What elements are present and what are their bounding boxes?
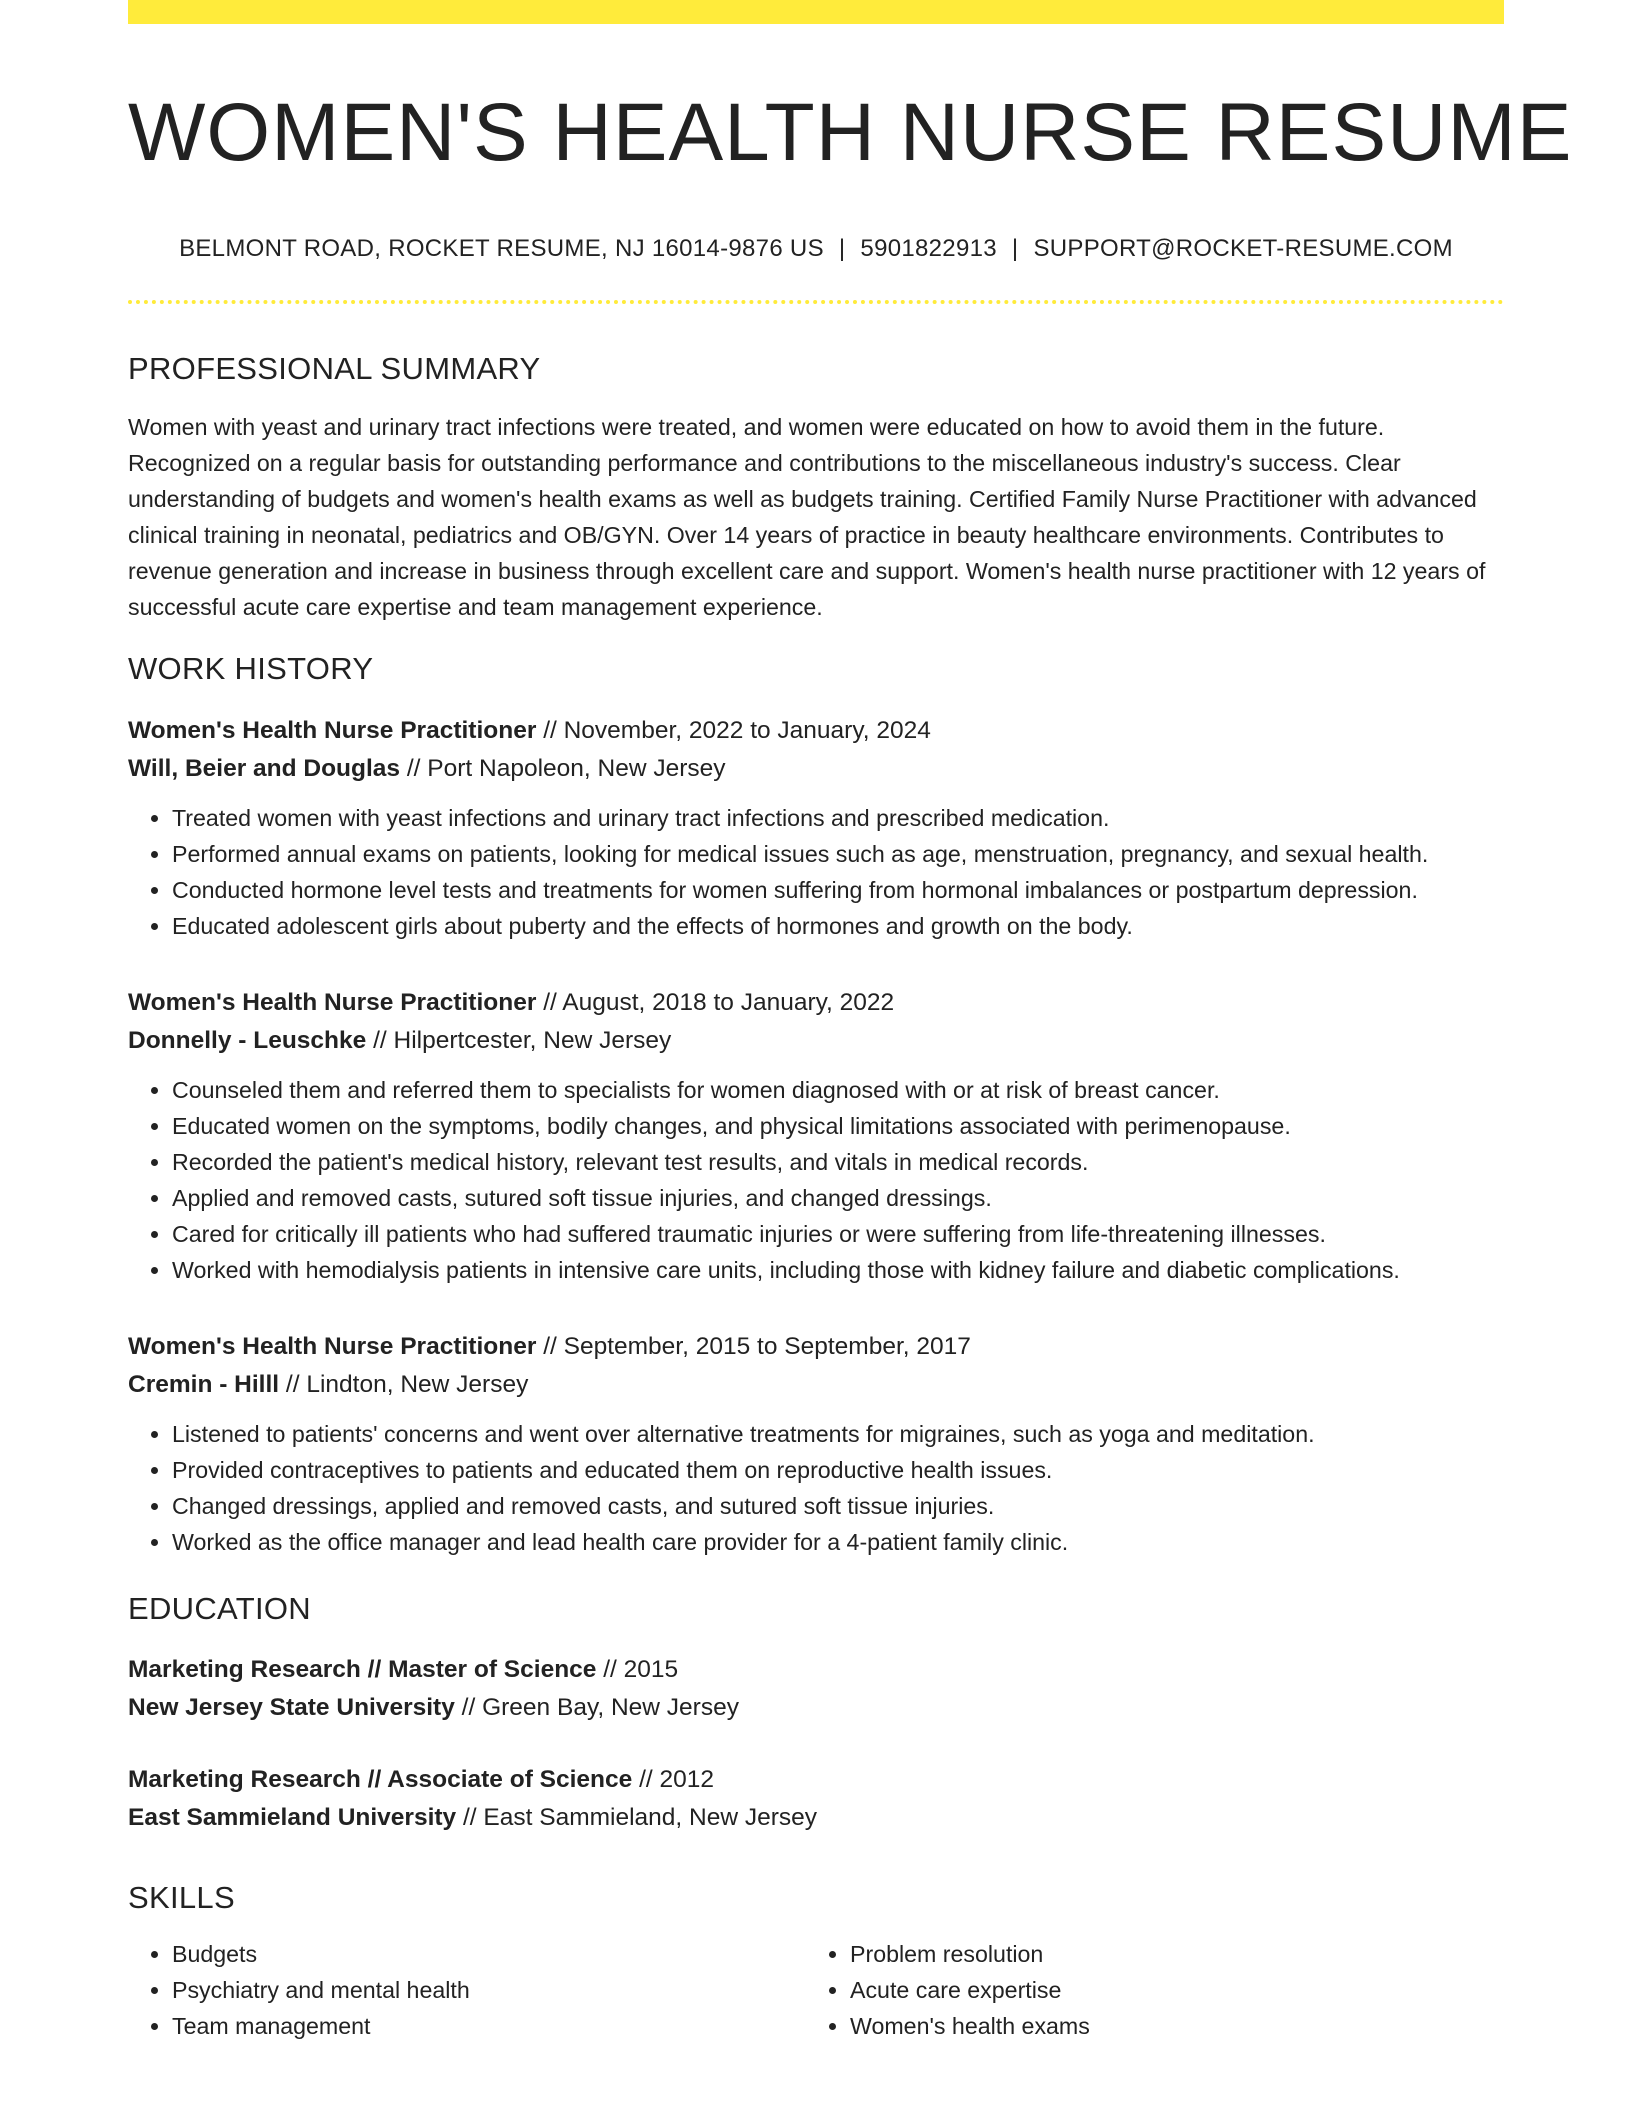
job-bullet: • Provided contraceptives to patients and educated them on reproductive health issues. xyxy=(172,1452,1504,1488)
job-bullet: • Worked with hemodialysis patients in intensive care units, including those with kidney failure and diabetic complications. xyxy=(172,1252,1504,1288)
resume-page xyxy=(128,0,1573,2044)
job-company: Will, Beier and Douglas xyxy=(128,754,401,782)
dotted-divider xyxy=(128,300,1504,304)
education-location: // East Sammieland, New Jersey xyxy=(462,1803,818,1831)
job-title: Women's Health Nurse Practitioner xyxy=(128,716,537,744)
contact-email: SUPPORT@ROCKET-RESUME.COM xyxy=(1033,235,1453,263)
skills-list-right xyxy=(806,1936,1484,2044)
job-location: // Lindton, New Jersey xyxy=(285,1370,529,1398)
job-bullet: • Educated adolescent girls about puberty and the effects of hormones and growth on the body. xyxy=(172,908,1504,944)
job-company: Donnelly - Leuschke xyxy=(128,1026,367,1054)
job-location: // Port Napoleon, New Jersey xyxy=(406,754,726,782)
job-bullets xyxy=(128,1072,1504,1288)
job-bullet: • Recorded the patient's medical history, relevant test results, and vitals in medical records. xyxy=(172,1144,1504,1180)
accent-top-bar xyxy=(128,0,1504,24)
summary-text: Women with yeast and urinary tract infections were treated, and women were educated on how to avoid them in the future. Recognized on a regular basis for outstanding performance and contributions to the miscellaneous industry's success. Clear understanding of budgets and women's health exams as well as budgets training. Certified Family Nurse Practitioner with advanced clinical training in neonatal, pediatrics and OB/GYN. Over 14 years of practice in beauty healthcare environments. Contributes to revenue generation and increase in business through excellent care and support. Women's health nurse practitioner with 12 years of successful acute care expertise and team management experience. xyxy=(128,414,1486,621)
contact-separator: | xyxy=(1011,235,1019,263)
job-entry xyxy=(128,1328,1504,1560)
job-company-line xyxy=(128,1366,1504,1404)
resume-title: WOMEN'S HEALTH NURSE RESUME xyxy=(128,87,1573,178)
skills-heading: SKILLS xyxy=(128,1879,235,1915)
summary-heading: PROFESSIONAL SUMMARY xyxy=(128,351,541,387)
job-entry xyxy=(128,712,1504,944)
skill-item: • Women's health exams xyxy=(850,2008,1484,2044)
job-title: Women's Health Nurse Practitioner xyxy=(128,988,537,1016)
skill-item: • Acute care expertise xyxy=(850,1972,1484,2008)
education-school-line xyxy=(128,1689,1504,1727)
education-entry xyxy=(128,1651,1504,1727)
contact-separator: | xyxy=(838,235,846,263)
skill-item: • Psychiatry and mental health xyxy=(172,1972,806,2008)
job-dates: // September, 2015 to September, 2017 xyxy=(543,1332,971,1360)
contact-address: BELMONT ROAD, ROCKET RESUME, NJ 16014-9876 US xyxy=(179,235,824,263)
education-school: East Sammieland University xyxy=(128,1803,457,1831)
job-bullets xyxy=(128,1416,1504,1560)
education-degree-line xyxy=(128,1651,1504,1689)
job-title-line xyxy=(128,984,1504,1022)
job-title-line xyxy=(128,1328,1504,1366)
skill-item: • Budgets xyxy=(172,1936,806,1972)
skill-item: • Problem resolution xyxy=(850,1936,1484,1972)
work-history-heading: WORK HISTORY xyxy=(128,651,374,687)
job-company-line xyxy=(128,750,1504,788)
job-entry xyxy=(128,984,1504,1288)
job-dates: // November, 2022 to January, 2024 xyxy=(543,716,931,744)
job-bullet: • Performed annual exams on patients, looking for medical issues such as age, menstruation, pregnancy, and sexual health. xyxy=(172,836,1504,872)
education-degree-line xyxy=(128,1761,1504,1799)
job-bullet: • Applied and removed casts, sutured soft tissue injuries, and changed dressings. xyxy=(172,1180,1504,1216)
job-bullet: • Cared for critically ill patients who had suffered traumatic injuries or were suffering from life-threatening illnesses. xyxy=(172,1216,1504,1252)
job-bullet: • Educated women on the symptoms, bodily changes, and physical limitations associated with perimenopause. xyxy=(172,1108,1504,1144)
job-bullets xyxy=(128,800,1504,944)
education-year: // 2012 xyxy=(639,1765,715,1793)
job-dates: // August, 2018 to January, 2022 xyxy=(543,988,895,1016)
job-title: Women's Health Nurse Practitioner xyxy=(128,1332,537,1360)
education-school: New Jersey State University xyxy=(128,1693,455,1721)
education-degree: Marketing Research // Associate of Science xyxy=(128,1765,633,1793)
education-entry xyxy=(128,1761,1504,1837)
skills-list-left xyxy=(128,1936,806,2044)
job-title-line xyxy=(128,712,1504,750)
education-school-line xyxy=(128,1799,1504,1837)
job-location: // Hilpertcester, New Jersey xyxy=(373,1026,672,1054)
job-bullet: • Counseled them and referred them to specialists for women diagnosed with or at risk of breast cancer. xyxy=(172,1072,1504,1108)
education-location: // Green Bay, New Jersey xyxy=(461,1693,739,1721)
education-year: // 2015 xyxy=(603,1655,679,1683)
job-bullet: • Conducted hormone level tests and treatments for women suffering from hormonal imbalances or postpartum depression. xyxy=(172,872,1504,908)
education-heading: EDUCATION xyxy=(128,1590,311,1626)
job-bullet: • Changed dressings, applied and removed casts, and sutured soft tissue injuries. xyxy=(172,1488,1504,1524)
contact-line xyxy=(128,235,1504,263)
education-degree: Marketing Research // Master of Science xyxy=(128,1655,597,1683)
job-company-line xyxy=(128,1022,1504,1060)
job-bullet: • Worked as the office manager and lead health care provider for a 4-patient family clinic. xyxy=(172,1524,1504,1560)
job-bullet: • Treated women with yeast infections and urinary tract infections and prescribed medication. xyxy=(172,800,1504,836)
skills-columns xyxy=(128,1936,1504,2044)
job-company: Cremin - Hilll xyxy=(128,1370,280,1398)
skill-item: • Team management xyxy=(172,2008,806,2044)
job-bullet: • Listened to patients' concerns and went over alternative treatments for migraines, such as yoga and meditation. xyxy=(172,1416,1504,1452)
contact-phone: 5901822913 xyxy=(860,235,997,263)
